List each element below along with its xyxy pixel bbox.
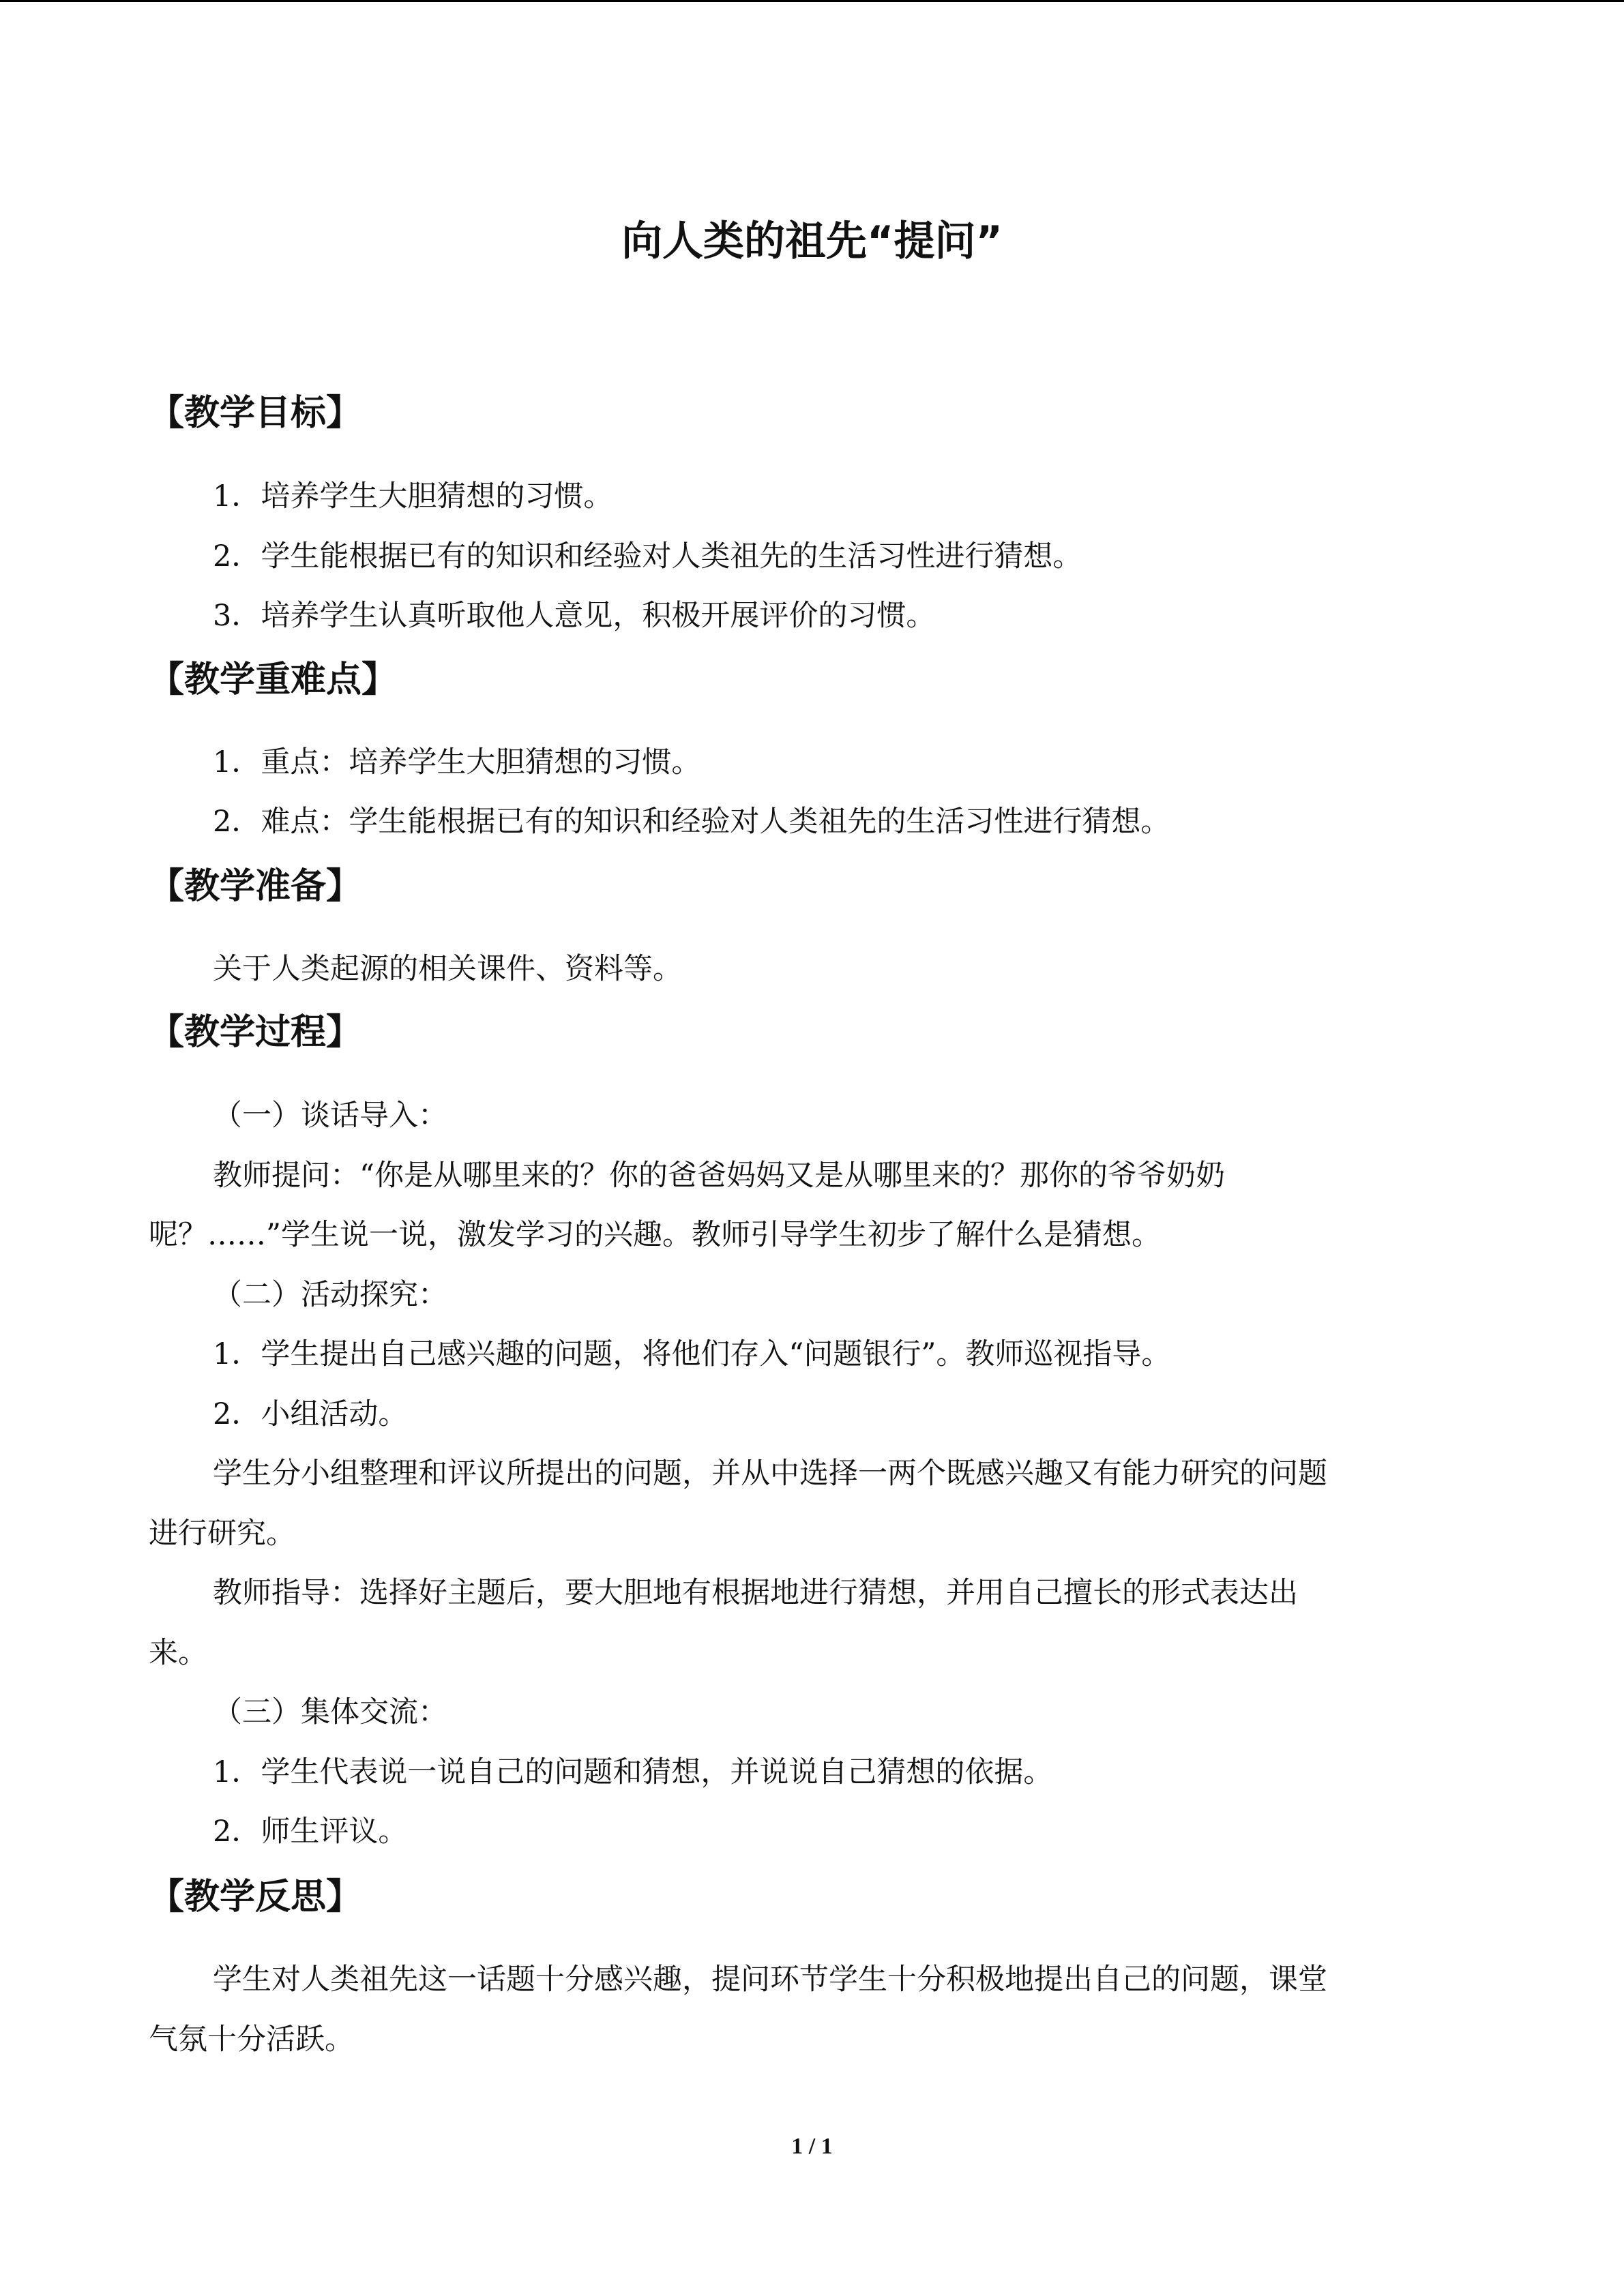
process-line: 呢？……”学生说一说，激发学习的兴趣。教师引导学生初步了解什么是猜想。 xyxy=(149,1218,1161,1252)
process-line: 1．学生提出自己感兴趣的问题，将他们存入“问题银行”。教师巡视指导。 xyxy=(213,1337,1171,1371)
goal-item-1: 1．培养学生大胆猜想的习惯。 xyxy=(213,479,613,513)
process-line: 2．师生评议。 xyxy=(213,1815,408,1849)
process-line: 学生分小组整理和评议所提出的问题，并从中选择一两个既感兴趣又有能力研究的问题 xyxy=(213,1457,1327,1491)
preparation-text: 关于人类起源的相关课件、资料等。 xyxy=(213,952,682,986)
process-line: 进行研究。 xyxy=(149,1517,295,1551)
document-title: 向人类的祖先“提问” xyxy=(621,218,1003,265)
process-line: 1．学生代表说一说自己的问题和猜想，并说说自己猜想的依据。 xyxy=(213,1755,1053,1789)
process-line: 来。 xyxy=(149,1636,207,1670)
page-number: 1 / 1 xyxy=(791,2134,833,2159)
goal-item-2: 2．学生能根据已有的知识和经验对人类祖先的生活习性进行猜想。 xyxy=(213,539,1082,573)
process-line: （三）集体交流： xyxy=(213,1695,447,1729)
goal-item-3: 3．培养学生认真听取他人意见，积极开展评价的习惯。 xyxy=(213,599,936,633)
heading-key-points: 【教学重难点】 xyxy=(149,659,398,700)
key-point-item-2: 2．难点：学生能根据已有的知识和经验对人类祖先的生活习性进行猜想。 xyxy=(213,805,1170,839)
top-border-line xyxy=(0,0,1624,2)
heading-preparation: 【教学准备】 xyxy=(149,866,362,907)
heading-process: 【教学过程】 xyxy=(149,1012,362,1053)
reflection-line: 气氛十分活跃。 xyxy=(149,2023,354,2057)
process-line: （二）活动探究： xyxy=(213,1278,447,1312)
process-line: 教师提问：“你是从哪里来的？你的爸爸妈妈又是从哪里来的？那你的爷爷奶奶 xyxy=(213,1159,1225,1193)
process-line: 教师指导：选择好主题后，要大胆地有根据地进行猜想，并用自己擅长的形式表达出 xyxy=(213,1576,1298,1610)
reflection-line: 学生对人类祖先这一话题十分感兴趣，提问环节学生十分积极地提出自己的问题，课堂 xyxy=(213,1963,1327,1997)
heading-teaching-goals: 【教学目标】 xyxy=(149,393,362,434)
key-point-item-1: 1．重点：培养学生大胆猜想的习惯。 xyxy=(213,745,701,779)
process-line: （一）谈话导入： xyxy=(213,1099,447,1133)
process-line: 2．小组活动。 xyxy=(213,1397,408,1431)
heading-reflection: 【教学反思】 xyxy=(149,1877,362,1918)
